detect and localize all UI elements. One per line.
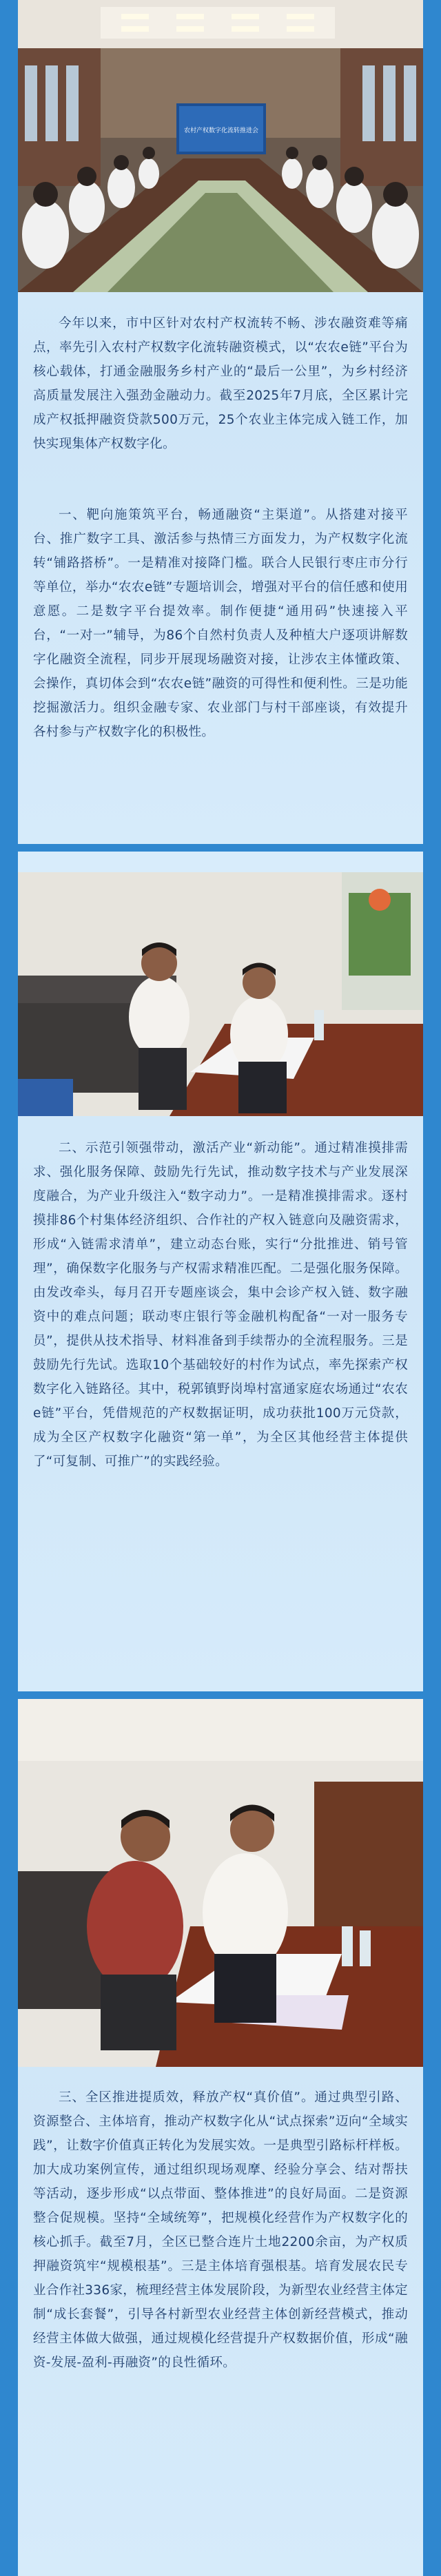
consultation-photo-illustration [18,872,423,1116]
consultation-photo [18,872,423,1116]
section-1-paragraph: 一、靶向施策筑平台，畅通融资“主渠道”。从搭建对接平台、推广数字工具、激活参与热情三方面发力，为产权数字化流转“铺路搭桥”。一是精准对接降门槛。联合人民银行枣庄市分行等单位，举办“农农e链”专题培训会，增强对平台的信任感和使用意愿。二是数字平台提效率。制作便捷“通用码”快速接入平台，“一对一”辅导，为86个自然村负责人及种植大户逐项讲解数字化融资全流程，同步开展现场融资对接，让涉农主体懂政策、会操作，真切体会到“农农e链”融资的可得性和便利性。三是功能挖掘激活力。组织金融专家、农业部门与村干部座谈，有效提升各村参与产权数字化的积极性。 [33,508,408,739]
screen-caption: 农村产权数字化流转推进会 [183,127,259,134]
content-panel-3 [18,1699,423,2576]
guidance-photo [18,1699,423,2067]
intro-paragraph: 今年以来，市中区针对农村产权流转不畅、涉农融资难等痛点，率先引入农村产权数字化流转融资模式，以“农农e链”平台为核心载体，打通金融服务乡村产业的“最后一公里”，为乡村经济高质量发展注入强劲金融动力。截至2025年7月底，全区累计完成产权抵押融资贷款500万元，25个农业主体完成入链工作，加快实现集体产权数字化。 [33,316,408,451]
section-3-paragraph: 三、全区推进提质效，释放产权“真价值”。通过典型引路、资源整合、主体培育，推动产权数字化从“试点探索”迈向“全域实践”，让数字价值真正转化为发展实效。一是典型引路标杆样板。加大成功案例宣传，通过组织现场观摩、经验分享会、结对帮扶等活动，逐步形成“以点带面、整体推进”的良好局面。二是资源整合促规模。坚持“全域统筹”，把规模化经营作为产权数字化的核心抓手。截至7月，全区已整合连片土地2200余亩，为产权质押融资筑牢“规模根基”。三是主体培育强根基。培育发展农民专业合作社336家，梳理经营主体发展阶段，为新型农业经营主体定制“成长套餐”，引导各村新型农业经营主体创新经营模式，推动经营主体做大做强，通过规模化经营提升产权数据价值，形成“融资-发展-盈利-再融资”的良性循环。 [33,2090,408,2370]
meeting-photo [18,0,423,292]
content-panel-2 [18,852,423,1691]
guidance-photo-illustration [18,1699,423,2067]
meeting-photo-illustration [18,0,423,292]
content-panel-1 [18,0,423,844]
section-2-paragraph: 二、示范引领强带动，激活产业“新动能”。通过精准摸排需求、强化服务保障、鼓励先行先试，推动数字技术与产业发展深度融合，为产业升级注入“数字动力”。一是精准摸排需求。逐村摸排86个村集体经济组织、合作社的产权入链意向及融资需求，形成“入链需求清单”，建立动态台账，实行“分批推进、销号管理”，确保数字化服务与产权需求精准匹配。二是强化服务保障。由发改牵头，每月召开专题座谈会，集中会诊产权入链、数字融资中的难点问题；联动枣庄银行等金融机构配备“一对一服务专员”，提供从技术指导、材料准备到手续帮办的全流程服务。三是鼓励先行先试。选取10个基础较好的村作为试点，率先探索产权数字化入链路径。其中，税郭镇野岗埠村富通家庭农场通过“农农e链”平台，凭借规范的产权数据证明，成功获批100万元贷款，成为全区产权数字化融资“第一单”，为全区其他经营主体提供了“可复制、可推广”的实践经验。 [33,1141,408,1469]
